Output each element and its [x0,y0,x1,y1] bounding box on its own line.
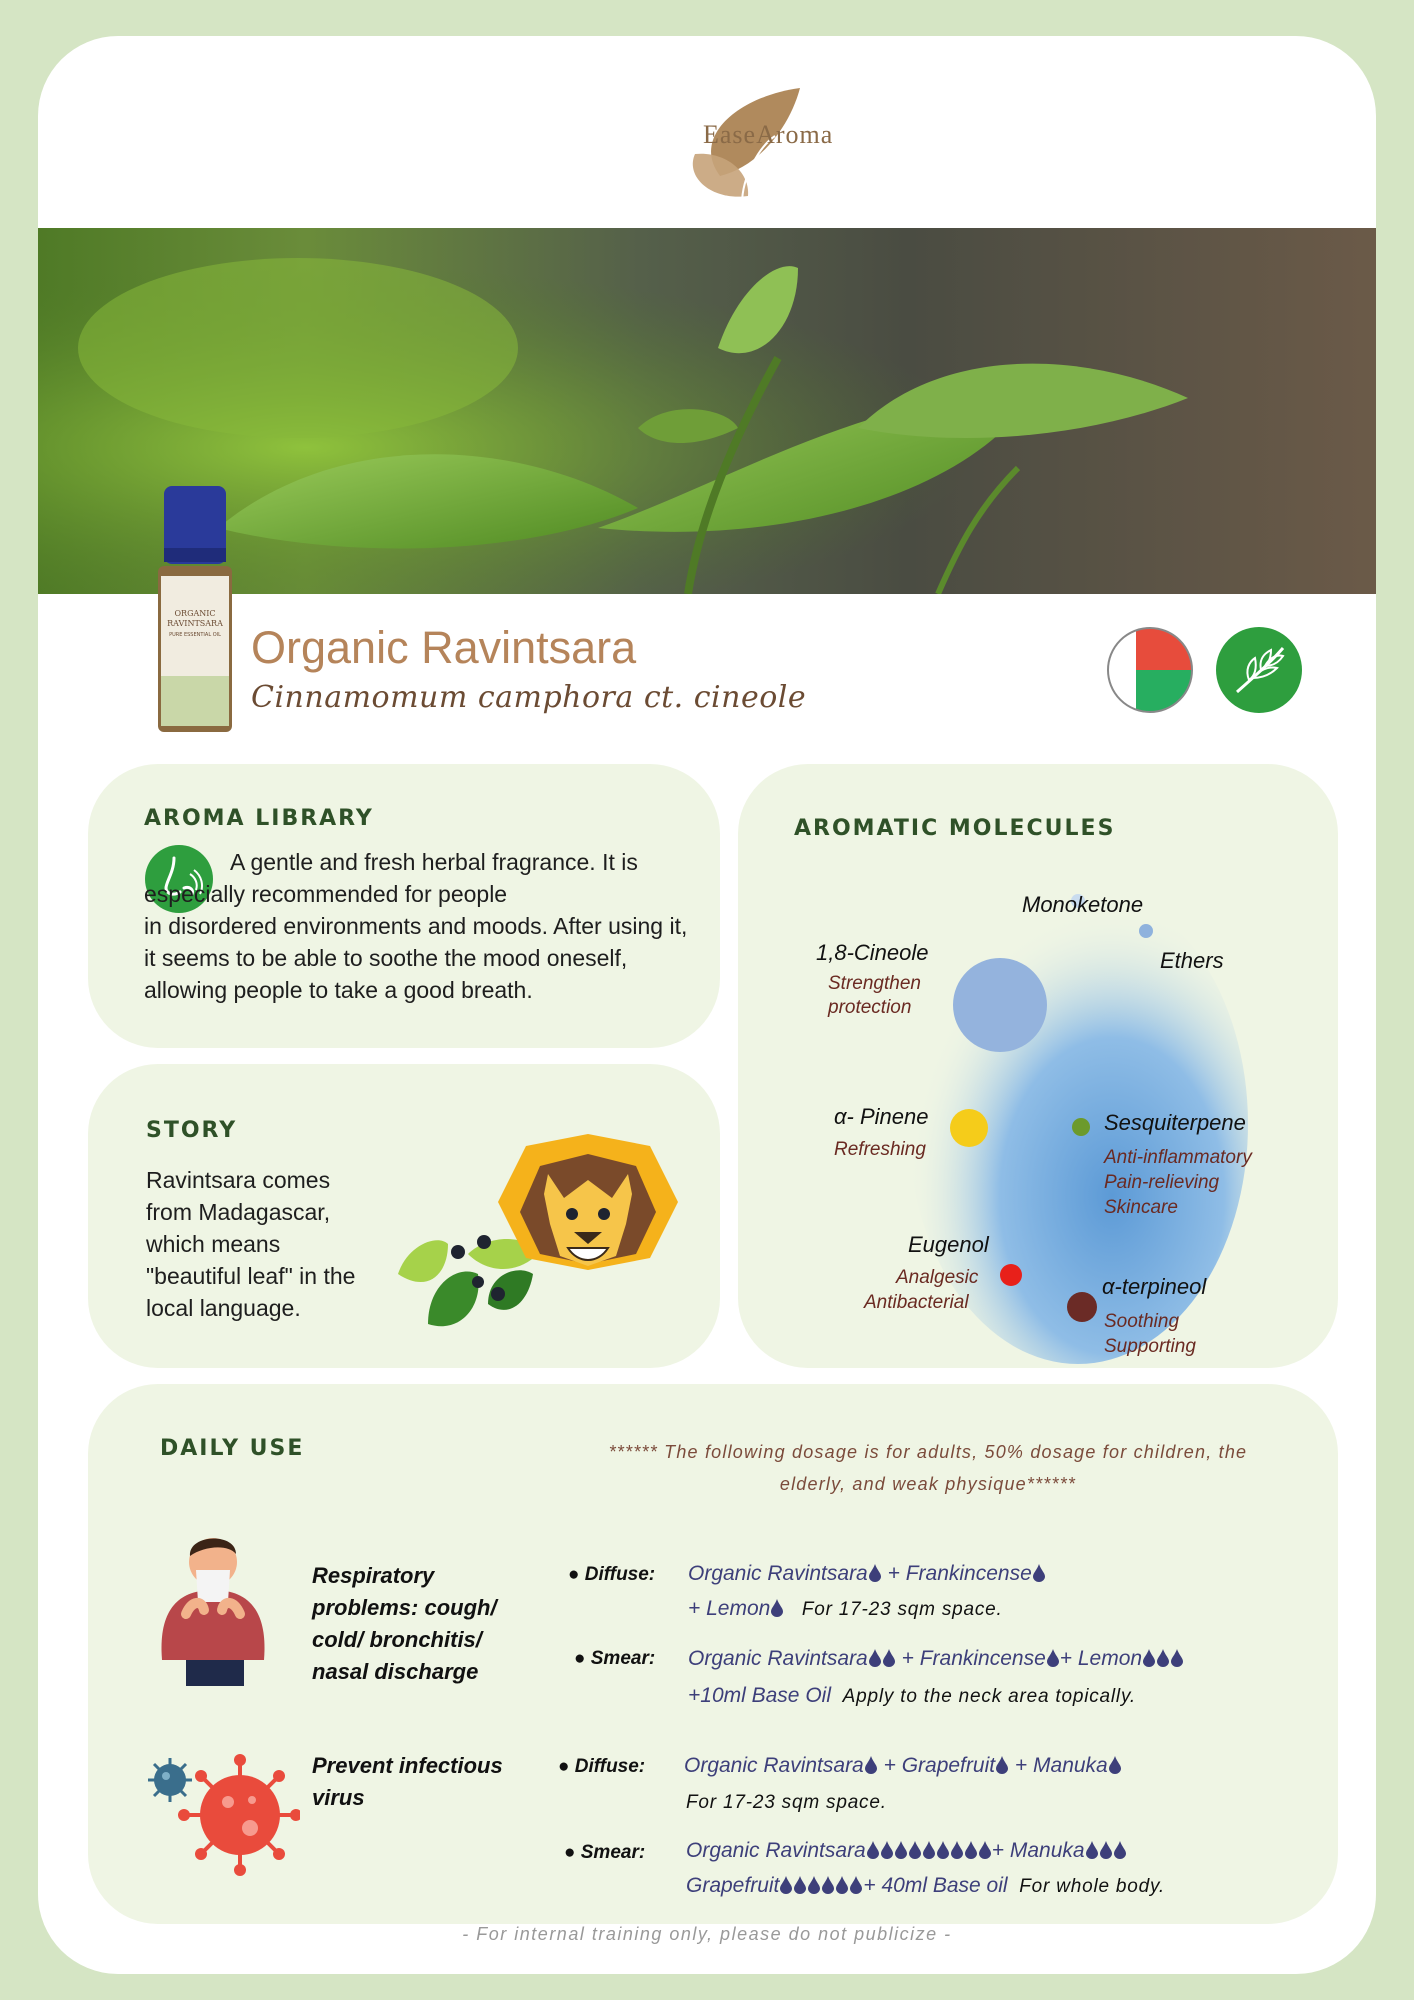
oil-drop-icon [1109,1756,1121,1774]
story-panel [88,1064,720,1368]
ingredient: + Manuka [1014,1754,1108,1777]
recipe-diffuse-1-line2 [688,1591,1003,1627]
usage-note: For whole body. [1019,1876,1165,1897]
molecule-name-monoketone: Monoketone [1022,892,1144,917]
drop-count [995,1754,1009,1777]
oil-drop-icon [850,1876,862,1894]
oil-drop-icon [869,1564,881,1582]
molecule-effect-terpineol-1: Soothing [1104,1311,1180,1332]
oil-drop-icon [883,1649,895,1667]
recipe-diffuse-2-line1 [684,1748,1122,1783]
molecule-dot-ethers [1139,924,1153,938]
molecule-dot-cineole [953,958,1047,1052]
molecule-name-ethers: Ethers [1160,948,1224,973]
oil-drop-icon [965,1841,977,1859]
molecule-name-sesquiterpene: Sesquiterpene [1104,1110,1246,1135]
molecule-dot-terpineol [1067,1292,1097,1322]
recipe-smear-1-line2 [688,1678,1136,1714]
ingredient: + Frankincense [901,1647,1046,1670]
brand-name: EaseAroma [703,120,834,149]
recipe-smear-1-line1 [688,1641,1184,1676]
product-bottle-icon [150,486,240,736]
oil-drop-icon [996,1756,1008,1774]
oil-drop-icon [808,1876,820,1894]
oil-drop-icon [1171,1649,1183,1667]
molecule-name-pinene: α- Pinene [834,1104,929,1129]
condition-respiratory: Respiratory problems: cough/ cold/ bronchitis/ nasal discharge [312,1563,497,1684]
bottle-label-1: ORGANIC [174,609,216,618]
oil-drop-icon [1100,1841,1112,1859]
virus-illustration [140,1750,300,1880]
ingredient: Organic Ravintsara [684,1754,864,1777]
oil-drop-icon [1033,1564,1045,1582]
molecule-effect-sesquiterpene-2: Pain-relieving [1104,1172,1220,1193]
oil-drop-icon [1086,1841,1098,1859]
daily-use-heading: DAILY USE [160,1436,305,1461]
aromatic-molecules-heading: AROMATIC MOLECULES [794,816,1116,841]
recipe-smear-2-line1 [686,1833,1127,1868]
oil-drop-icon [869,1649,881,1667]
ingredient: + 40ml Base oil [863,1874,1008,1897]
footer-disclaimer: - For internal training only, please do not publicize - [462,1924,952,1944]
dosage-note: ****** The following dosage is for adults, 50% dosage for children, the elderly, and weak physique****** [608,1442,1248,1494]
molecule-effect-pinene-1: Refreshing [834,1139,926,1160]
drop-count [866,1839,992,1862]
molecule-effect-eugenol-1: Analgesic [896,1267,979,1288]
condition-virus: Prevent infectious virus [312,1753,503,1810]
molecule-effect-cineole-2: protection [828,997,912,1018]
madagascar-flag-icon [1106,626,1194,714]
drop-count [1108,1754,1122,1777]
oil-drop-icon [1114,1841,1126,1859]
product-title: Organic Ravintsara [251,622,637,673]
oil-drop-icon [867,1841,879,1859]
usage-note: Apply to the neck area topically. [842,1686,1136,1707]
oil-drop-icon [951,1841,963,1859]
drop-count [864,1754,878,1777]
ingredient: Organic Ravintsara [686,1839,866,1862]
molecule-name-cineole: 1,8-Cineole [816,940,929,965]
ingredient: Grapefruit [686,1874,780,1897]
method-diffuse-2: ● Diffuse: [558,1756,646,1777]
aroma-text-first: A gentle and fresh herbal fragrance. It is especially recommended for people [144,849,638,907]
oil-drop-icon [923,1841,935,1859]
aroma-library-heading: AROMA LIBRARY [144,806,374,831]
molecule-effect-cineole-1: Strengthen [828,973,921,994]
sneezing-person-illustration [148,1520,278,1690]
ingredient: + Lemon [688,1597,771,1620]
molecule-effect-sesquiterpene-1: Anti-inflammatory [1104,1147,1252,1168]
ingredient: + Frankincense [887,1562,1032,1585]
daily-use-panel [88,1384,1338,1924]
drop-count [1142,1647,1184,1670]
aroma-library-text [144,846,704,1006]
ingredient: +10ml Base Oil [688,1684,831,1707]
oil-drop-icon [780,1876,792,1894]
oil-drop-icon [865,1756,877,1774]
molecule-dot-sesquiterpene [1072,1118,1090,1136]
molecule-effect-sesquiterpene-3: Skincare [1104,1197,1178,1218]
drop-count [779,1874,863,1897]
product-title-block [251,622,806,715]
recipe-diffuse-1-line1 [688,1556,1046,1591]
aroma-text-rest: in disordered environments and moods. After using it, it seems to be able to soothe the mood oneself, allowing people to take a good breath. [144,913,688,1003]
drop-count [1032,1562,1046,1585]
usage-note: For 17-23 sqm space. [686,1792,887,1813]
bottle-label-3: PURE ESSENTIAL OIL [169,632,221,638]
molecule-effect-terpineol-2: Supporting [1104,1336,1196,1357]
oil-drop-icon [881,1841,893,1859]
aromatic-molecules-panel [738,764,1338,1368]
recipe-diffuse-2-line2 [686,1784,887,1820]
oil-drop-icon [937,1841,949,1859]
ingredient: Organic Ravintsara [688,1562,868,1585]
molecule-dot-pinene [950,1109,988,1147]
product-latin-name: Cinnamomum camphora ct. cineole [251,680,807,715]
aroma-library-panel [88,764,720,1048]
drop-count [868,1562,882,1585]
oil-drop-icon [794,1876,806,1894]
oil-drop-icon [909,1841,921,1859]
molecule-dot-eugenol [1000,1264,1022,1286]
molecule-name-eugenol: Eugenol [908,1232,989,1257]
drop-count [1046,1647,1060,1670]
oil-drop-icon [1143,1649,1155,1667]
method-smear-1: ● Smear: [574,1648,656,1669]
method-diffuse-1: ● Diffuse: [568,1564,656,1585]
oil-drop-icon [979,1841,991,1859]
molecule-effect-eugenol-2: Antibacterial [864,1292,969,1313]
story-heading: STORY [146,1118,238,1143]
molecules-diagram [738,764,1338,1368]
drop-count [770,1597,784,1620]
method-smear-2: ● Smear: [564,1842,646,1863]
info-card [38,36,1376,1974]
oil-drop-icon [836,1876,848,1894]
ingredient: + Grapefruit [883,1754,996,1777]
oil-drop-icon [895,1841,907,1859]
drop-count [868,1647,896,1670]
oil-drop-icon [771,1599,783,1617]
oil-drop-icon [822,1876,834,1894]
ingredient: Organic Ravintsara [688,1647,868,1670]
recipe-smear-2-line2 [686,1868,1165,1904]
bottle-label-2: RAVINTSARA [167,619,223,628]
ingredient: + Manuka [991,1839,1085,1862]
oil-drop-icon [1047,1649,1059,1667]
story-text: Ravintsara comes from Madagascar, which means "beautiful leaf" in the local language. [146,1167,356,1321]
leaf-badge-icon [1215,626,1303,714]
lion-and-leaves-illustration [388,1124,698,1364]
oil-drop-icon [1157,1649,1169,1667]
molecule-name-terpineol: α-terpineol [1102,1274,1207,1299]
ingredient: + Lemon [1059,1647,1143,1670]
usage-note: For 17-23 sqm space. [801,1599,1003,1620]
drop-count [1085,1839,1127,1862]
